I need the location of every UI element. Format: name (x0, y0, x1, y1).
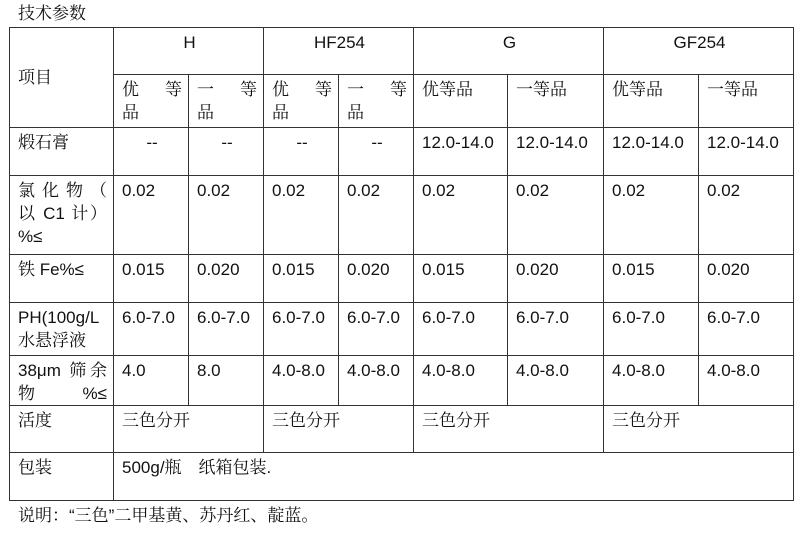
corner-label: 项目 (10, 28, 114, 128)
activity-row (10, 406, 794, 452)
row-label: 活度 (10, 406, 114, 452)
table-cell: 0.015 (604, 255, 699, 302)
table-row (10, 255, 794, 302)
table-cell: 0.015 (414, 255, 508, 302)
row-label: 包装 (10, 452, 114, 500)
table-cell: 12.0-14.0 (699, 127, 794, 175)
table-cell: 0.020 (699, 255, 794, 302)
section-title: 技术参数 (18, 4, 86, 23)
table-cell: -- (114, 127, 189, 175)
grade-header: 优等品 (414, 75, 508, 127)
table-cell: 12.0-14.0 (508, 127, 604, 175)
row-label: 38μm 筛余物%≤ (10, 356, 114, 406)
header-row-grades (10, 75, 794, 127)
table-cell: 0.020 (508, 255, 604, 302)
grade-header: 一 等 品 (189, 75, 264, 127)
table-cell: 6.0-7.0 (699, 302, 794, 355)
table-cell: 4.0-8.0 (414, 356, 508, 406)
table-cell: 0.02 (189, 175, 264, 255)
table-cell: 0.02 (699, 175, 794, 255)
grade-header: 一 等 品 (339, 75, 414, 127)
packaging-cell: 500g/瓶 纸箱包装. (114, 452, 794, 500)
row-label: 氯 化 物 （ 以 C1 计）%≤ (10, 175, 114, 255)
table-cell: 6.0-7.0 (114, 302, 189, 355)
group-header: G (414, 28, 604, 75)
table-cell: 0.015 (114, 255, 189, 302)
grade-header: 一等品 (699, 75, 794, 127)
activity-cell: 三色分开 (414, 406, 604, 452)
table-cell: 0.02 (604, 175, 699, 255)
table-row (10, 127, 794, 175)
activity-cell: 三色分开 (604, 406, 794, 452)
header-row-groups (10, 28, 794, 75)
table-cell: 0.020 (339, 255, 414, 302)
table-cell: 6.0-7.0 (189, 302, 264, 355)
table-cell: 6.0-7.0 (508, 302, 604, 355)
table-cell: 12.0-14.0 (414, 127, 508, 175)
footnote: 说明：“三色”二甲基黄、苏丹红、靛蓝。 (18, 506, 319, 525)
tech-spec-table (9, 27, 794, 501)
table-cell: 0.02 (414, 175, 508, 255)
table-row (10, 175, 794, 255)
grade-header: 优 等 品 (264, 75, 339, 127)
grade-header: 优 等 品 (114, 75, 189, 127)
group-header: GF254 (604, 28, 794, 75)
group-header: H (114, 28, 264, 75)
table-row (10, 302, 794, 355)
row-label: PH(100g/L水悬浮液 (10, 302, 114, 355)
grade-header: 优等品 (604, 75, 699, 127)
table-cell: 4.0-8.0 (604, 356, 699, 406)
table-cell: 12.0-14.0 (604, 127, 699, 175)
table-cell: 0.02 (339, 175, 414, 255)
table-cell: 0.02 (264, 175, 339, 255)
grade-header: 一等品 (508, 75, 604, 127)
table-cell: 6.0-7.0 (264, 302, 339, 355)
table-cell: -- (189, 127, 264, 175)
table-cell: 6.0-7.0 (414, 302, 508, 355)
activity-cell: 三色分开 (264, 406, 414, 452)
row-label: 煅石膏 (10, 127, 114, 175)
table-cell: 4.0-8.0 (699, 356, 794, 406)
table-cell: 4.0 (114, 356, 189, 406)
table-row (10, 356, 794, 406)
table-cell: 6.0-7.0 (339, 302, 414, 355)
table-cell: -- (264, 127, 339, 175)
table-cell: 0.02 (508, 175, 604, 255)
table-cell: 0.015 (264, 255, 339, 302)
table-cell: -- (339, 127, 414, 175)
activity-cell: 三色分开 (114, 406, 264, 452)
row-label: 铁 Fe%≤ (10, 255, 114, 302)
table-cell: 4.0-8.0 (264, 356, 339, 406)
packaging-row (10, 452, 794, 500)
table-cell: 0.02 (114, 175, 189, 255)
table-cell: 8.0 (189, 356, 264, 406)
table-cell: 6.0-7.0 (604, 302, 699, 355)
group-header: HF254 (264, 28, 414, 75)
table-cell: 4.0-8.0 (339, 356, 414, 406)
table-cell: 0.020 (189, 255, 264, 302)
table-cell: 4.0-8.0 (508, 356, 604, 406)
